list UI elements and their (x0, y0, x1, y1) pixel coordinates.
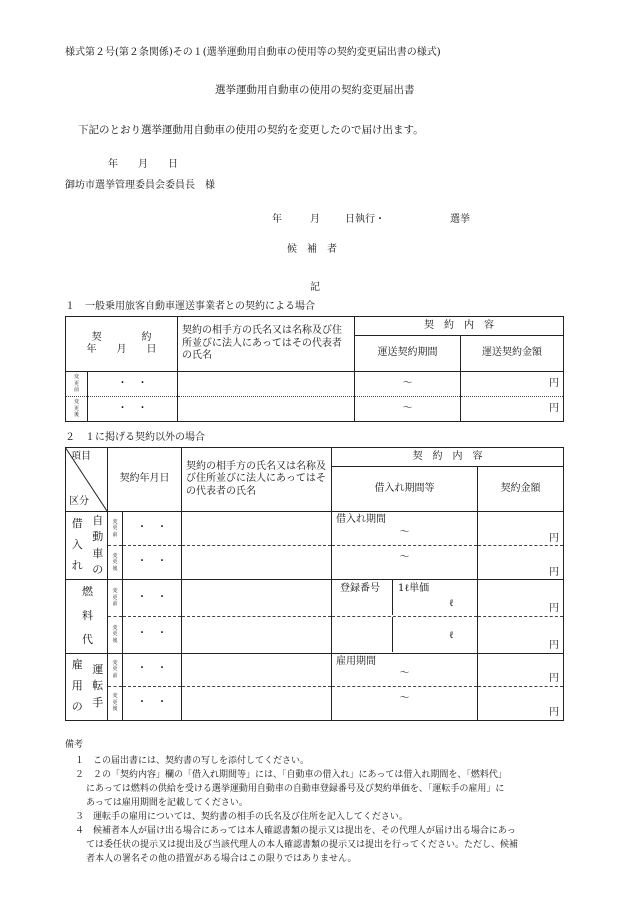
section2-table (65, 447, 564, 721)
s2-party-header: 契約の相手方の氏名又は名称及び住所並びに法人にあってはその代表者の氏名 (182, 448, 332, 512)
s1-contract-header: 契 約 年 月 日 (66, 317, 178, 372)
s2-driver-before-date[interactable]: ・ ・ (123, 653, 182, 686)
s2-corner-header (66, 448, 108, 512)
s1-period-header: 運送契約期間 (355, 336, 461, 372)
s2-car-after-amount[interactable]: 円 (478, 546, 564, 580)
note-4: ４ 候補者本人が届け出る場合にあっては本人確認書類の提示又は提出を、その代理人が届け出る場合にあっ (75, 826, 516, 836)
fuel-liter-after: ℓ (449, 629, 454, 641)
s2-car-before-amount[interactable]: 円 (478, 512, 564, 546)
s2-driver-after-period[interactable]: ～ (332, 686, 478, 720)
note-2-cont-2: あっては雇用期間を記載してください。 (86, 798, 248, 808)
s2-car-after-label: 変更後 (108, 546, 123, 580)
s2-car-before-label: 変更前 (108, 512, 123, 546)
s1-after-period[interactable]: ～ (355, 397, 461, 422)
s1-after-date[interactable]: ・ ・ (88, 397, 178, 422)
s1-before-period[interactable]: ～ (355, 372, 461, 397)
section1-heading: １ 一般乗用旅客自動車運送事業者との契約による場合 (65, 301, 315, 312)
s2-content-header: 契 約 内 容 (332, 448, 564, 467)
s2-driver-before-party[interactable] (182, 653, 332, 686)
note-1: １ この届出書には、契約書の写しを添付してください。 (75, 756, 310, 766)
ki-mark: 記 (310, 282, 320, 293)
s2-driver-after-amount[interactable]: 円 (478, 686, 564, 720)
s2-car-after-party[interactable] (182, 546, 332, 580)
note-2: ２ ２の「契約内容」欄の「借入れ期間等」には、「自動車の借入れ」にあっては借入れ期間を、「燃料代」 (75, 770, 507, 780)
s1-amount-header: 運送契約金額 (461, 336, 564, 372)
s2-fuel-after-label: 変更後 (108, 616, 123, 653)
s2-fuel-before-party[interactable] (182, 580, 332, 617)
s2-car-before-date[interactable]: ・ ・ (123, 512, 182, 546)
s2-fuel-after-period[interactable] (332, 616, 478, 653)
election-kind: 選挙 (450, 214, 470, 225)
form-label: 様式第２号(第２条関係)その１(選挙運動用自動車の使用等の契約変更届出書の様式) (65, 47, 441, 58)
s1-before-date[interactable]: ・ ・ (88, 372, 178, 397)
koumoku-label: 項目 (71, 451, 91, 462)
s2-car-after-date[interactable]: ・ ・ (123, 546, 182, 580)
s2-driver-after-party[interactable] (182, 686, 332, 720)
date-line: 年 月 日 (108, 159, 178, 170)
s1-party-header: 契約の相手方の氏名又は名称及び住所並びに法人にあってはその代表者の氏名 (178, 317, 355, 372)
s2-period-header: 借入れ期間等 (332, 467, 478, 512)
note-4-cont-1: ては委任状の提示又は提出及び当該代理人の本人確認書類の提示又は提出を行ってください。ただし、候補 (86, 840, 519, 850)
kubun-label: 区分 (69, 495, 89, 507)
s2-fuel-before-date[interactable]: ・ ・ (123, 580, 182, 617)
intro-text: 下記のとおり選挙運動用自動車の使用の契約を変更したので届け出ます。 (78, 124, 424, 136)
fuel-unit-label: 1ℓ単価 (398, 583, 430, 594)
s2-driver-before-label: 変更前 (108, 653, 123, 686)
s2-car-after-period[interactable]: ～ (332, 546, 478, 580)
s1-before-amount[interactable]: 円 (461, 372, 564, 397)
s2-date-header: 契約年月日 (108, 448, 182, 512)
s2-car-before-party[interactable] (182, 512, 332, 546)
fuel-liter: ℓ (449, 598, 454, 609)
note-4-cont-2: 者本人の署名その他の措置がある場合はこの限りではありません。 (86, 854, 357, 864)
election-day: 日執行・ (345, 214, 385, 225)
s2-driver-after-date[interactable]: ・ ・ (123, 686, 182, 720)
s1-content-header: 契 約 内 容 (355, 317, 564, 336)
s2-fuel-after-party[interactable] (182, 616, 332, 653)
note-3: ３ 運転手の雇用については、契約書の相手の氏名及び住所を記入してください。 (75, 812, 408, 822)
notes-heading: 備考 (65, 740, 84, 750)
section1-table (65, 316, 564, 422)
s2-driver-right: 運転手 (87, 653, 108, 720)
s1-after-label: 変更後 (66, 397, 88, 422)
s2-fuel-after-date[interactable]: ・ ・ (123, 616, 182, 653)
s2-amount-header: 契約金額 (478, 467, 564, 512)
s2-fuel-before-label: 変更前 (108, 580, 123, 617)
fuel-reg-label: 登録番号 (340, 583, 380, 594)
election-year: 年 (272, 214, 282, 225)
s1-before-party[interactable] (178, 372, 355, 397)
s2-car-right: 自動車の (87, 512, 108, 580)
addressee: 御坊市選挙管理委員会委員長 様 (65, 180, 215, 191)
s2-driver-after-label: 変更後 (108, 686, 123, 720)
s1-after-amount[interactable]: 円 (461, 397, 564, 422)
s2-fuel-before-amount[interactable]: 円 (478, 580, 564, 617)
document-title: 選挙運動用自動車の使用の契約変更届出書 (215, 84, 415, 96)
s1-before-label: 変更前 (66, 372, 88, 397)
election-month: 月 (310, 214, 320, 225)
s2-fuel-after-amount[interactable]: 円 (478, 616, 564, 653)
s1-after-party[interactable] (178, 397, 355, 422)
s2-fuel-before-period[interactable] (332, 580, 478, 617)
s2-driver-before-period[interactable]: 雇用期間 ～ (332, 653, 478, 686)
candidate-label: 候 補 者 (287, 244, 337, 255)
s2-driver-before-amount[interactable]: 円 (478, 653, 564, 686)
s2-driver-left: 雇用の (66, 653, 87, 720)
s2-car-before-period[interactable]: 借入れ期間 ～ (332, 512, 478, 546)
note-2-cont-1: にあっては燃料の供給を受ける選挙運動用自動車の自動車登録番号及び契約単価を、「運転手の雇用」に (86, 784, 505, 794)
s2-car-left: 借入れ (66, 512, 87, 580)
s2-fuel-label: 燃料代 (66, 580, 108, 654)
section2-heading: ２ １に掲げる契約以外の場合 (65, 432, 205, 443)
